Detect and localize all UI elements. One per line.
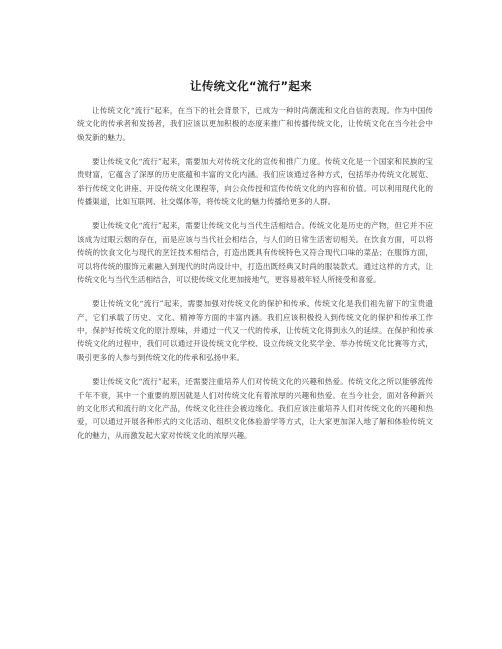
paragraph: 要让传统文化“流行”起来，需要让传统文化与当代生活相结合。传统文化是历史的产物，但它并不应该成为过眼云烟的存在，而是应该与当代社会相结合，与人们的日常生活密切相关。在饮食方面，可以将传统的饮食文化与现代的烹饪技术相结合，打造出既具有传统特色又符合现代口味的菜品；在服饰方面，可以将传统的服饰元素融入到现代的时尚设计中，打造出既经典又时尚的服装款式。通过这样的方式，让传统文化与当代生活相结合，可以使传统文化更加接地气，更容易被年轻人所接受和喜爱。	[77, 221, 433, 285]
paragraph: 要让传统文化“流行”起来，需要加强对传统文化的保护和传承。传统文化是我们祖先留下的宝贵遗产，它们承载了历史、文化、精神等方面的丰富内涵。我们应该积极投入到传统文化的保护和传承工作中，保护好传统文化的原汁原味，并通过一代又一代的传承，让传统文化得到永久的延续。在保护和传承传统文化的过程中，我们可以通过开设传统文化学校、设立传统文化奖学金、举办传统文化比赛等方式，吸引更多的人参与到传统文化的传承和弘扬中来。	[77, 299, 433, 362]
paragraph: 让传统文化“流行”起来，在当下的社会背景下，已成为一种时尚潮流和文化自信的表现。作为中国传统文化的传承者和发扬者，我们应该以更加积极的态度来推广和传播传统文化，让传统文化在当今社会中焕发新的魅力。	[77, 106, 433, 142]
document-body	[77, 104, 433, 453]
paragraph: 要让传统文化“流行”起来，还需要注重培养人们对传统文化的兴趣和热爱。传统文化之所以能够流传千年不衰，其中一个重要的原因就是人们对传统文化有着浓厚的兴趣和热爱。在当今社会，面对各种新兴的文化形式和流行的文化产品，传统文化往往会被边缘化。我们应该注重培养人们对传统文化的兴趣和热爱，可以通过开展各种形式的文化活动、组织文化体验游学等方式，让大家更加深入地了解和体验传统文化的魅力，从而激发起大家对传统文化的浓厚兴趣。	[77, 377, 433, 440]
document-title: 让传统文化“流行”起来	[190, 79, 312, 93]
paragraph: 要让传统文化“流行”起来，需要加大对传统文化的宣传和推广力度。传统文化是一个国家和民族的宝贵财富，它蕴含了深厚的历史底蕴和丰富的文化内涵。我们应该通过各种方式，包括举办传统文化展览、举行传统文化讲座、开设传统文化课程等，向公众传授和宣传传统文化的内容和价值。可以利用现代化的传播渠道，比如互联网、社交媒体等，将传统文化的魅力传播给更多的人群。	[77, 157, 433, 207]
